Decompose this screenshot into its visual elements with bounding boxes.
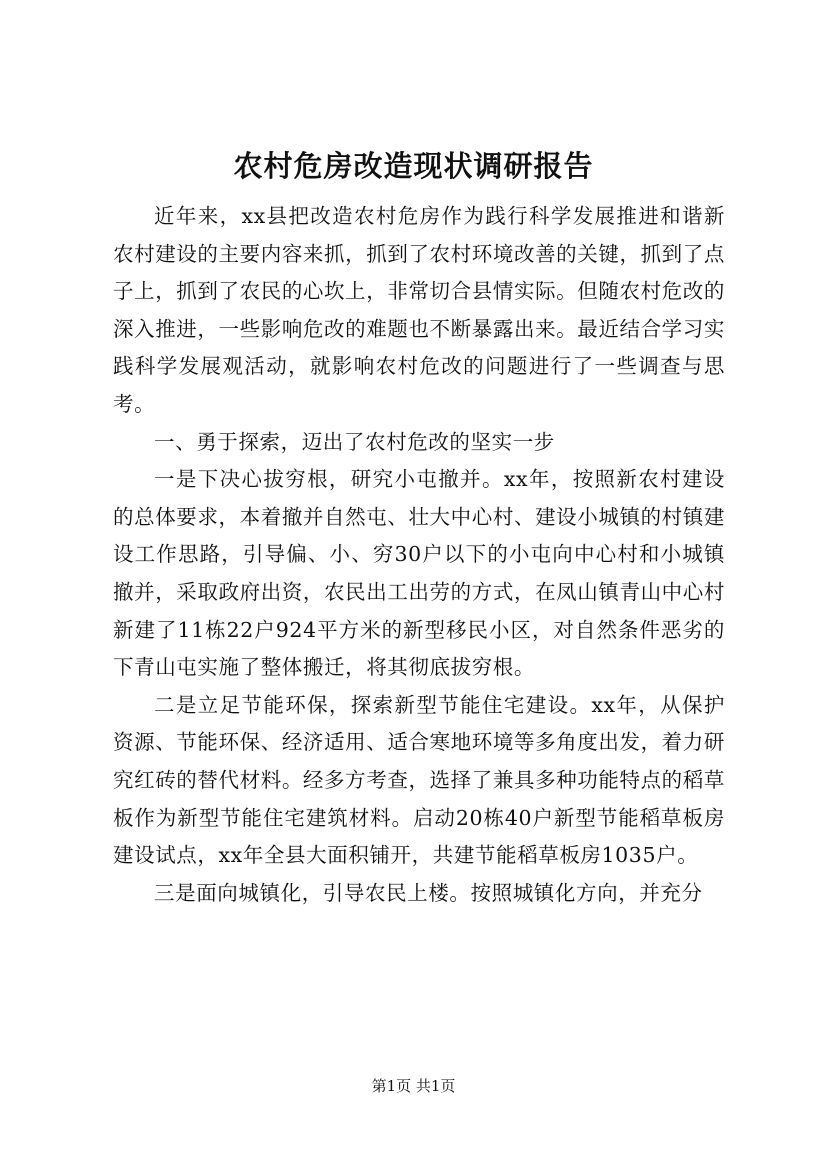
page-footer: 第1页 共1页 bbox=[371, 1077, 456, 1095]
paragraph-point-three: 三是面向城镇化，引导农民上楼。按照城镇化方向，并充分 bbox=[154, 880, 703, 905]
paragraph-point-two: 二是立足节能环保，探索新型节能住宅建设。xx年，从保护资源、节能环保、经济适用、适合寒地环境等多角度出发，着力研究红砖的替代材料。经多方考查，选择了兼具多种功能特点的稻草板作为新型节能住宅建筑材料。启动20栋40户新型节能稻草板房建设试点，xx年全县大面积铺开，共建节能稻草板房1035户。 bbox=[113, 692, 725, 868]
document-body bbox=[113, 198, 725, 912]
paragraph-intro: 近年来，xx县把改造农村危房作为践行科学发展推进和谐新农村建设的主要内容来抓，抓到了农村环境改善的关键，抓到了点子上，抓到了农民的心坎上，非常切合县情实际。但随农村危改的深入推进，一些影响危改的难题也不断暴露出来。最近结合学习实践科学发展观活动，就影响农村危改的问题进行了一些调查与思考。 bbox=[113, 204, 725, 416]
paragraph-point-one: 一是下决心拔穷根，研究小屯撤并。xx年，按照新农村建设的总体要求，本着撤并自然屯、壮大中心村、建设小城镇的村镇建设工作思路，引导偏、小、穷30户以下的小屯向中心村和小城镇撤并，采取政府出资，农民出工出劳的方式，在凤山镇青山中心村新建了11栋22户924平方米的新型移民小区，对自然条件恶劣的下青山屯实施了整体搬迁，将其彻底拔穷根。 bbox=[113, 467, 725, 680]
section-heading: 一、勇于探索，迈出了农村危改的坚实一步 bbox=[154, 429, 555, 454]
document-title: 农村危房改造现状调研报告 bbox=[233, 149, 594, 183]
